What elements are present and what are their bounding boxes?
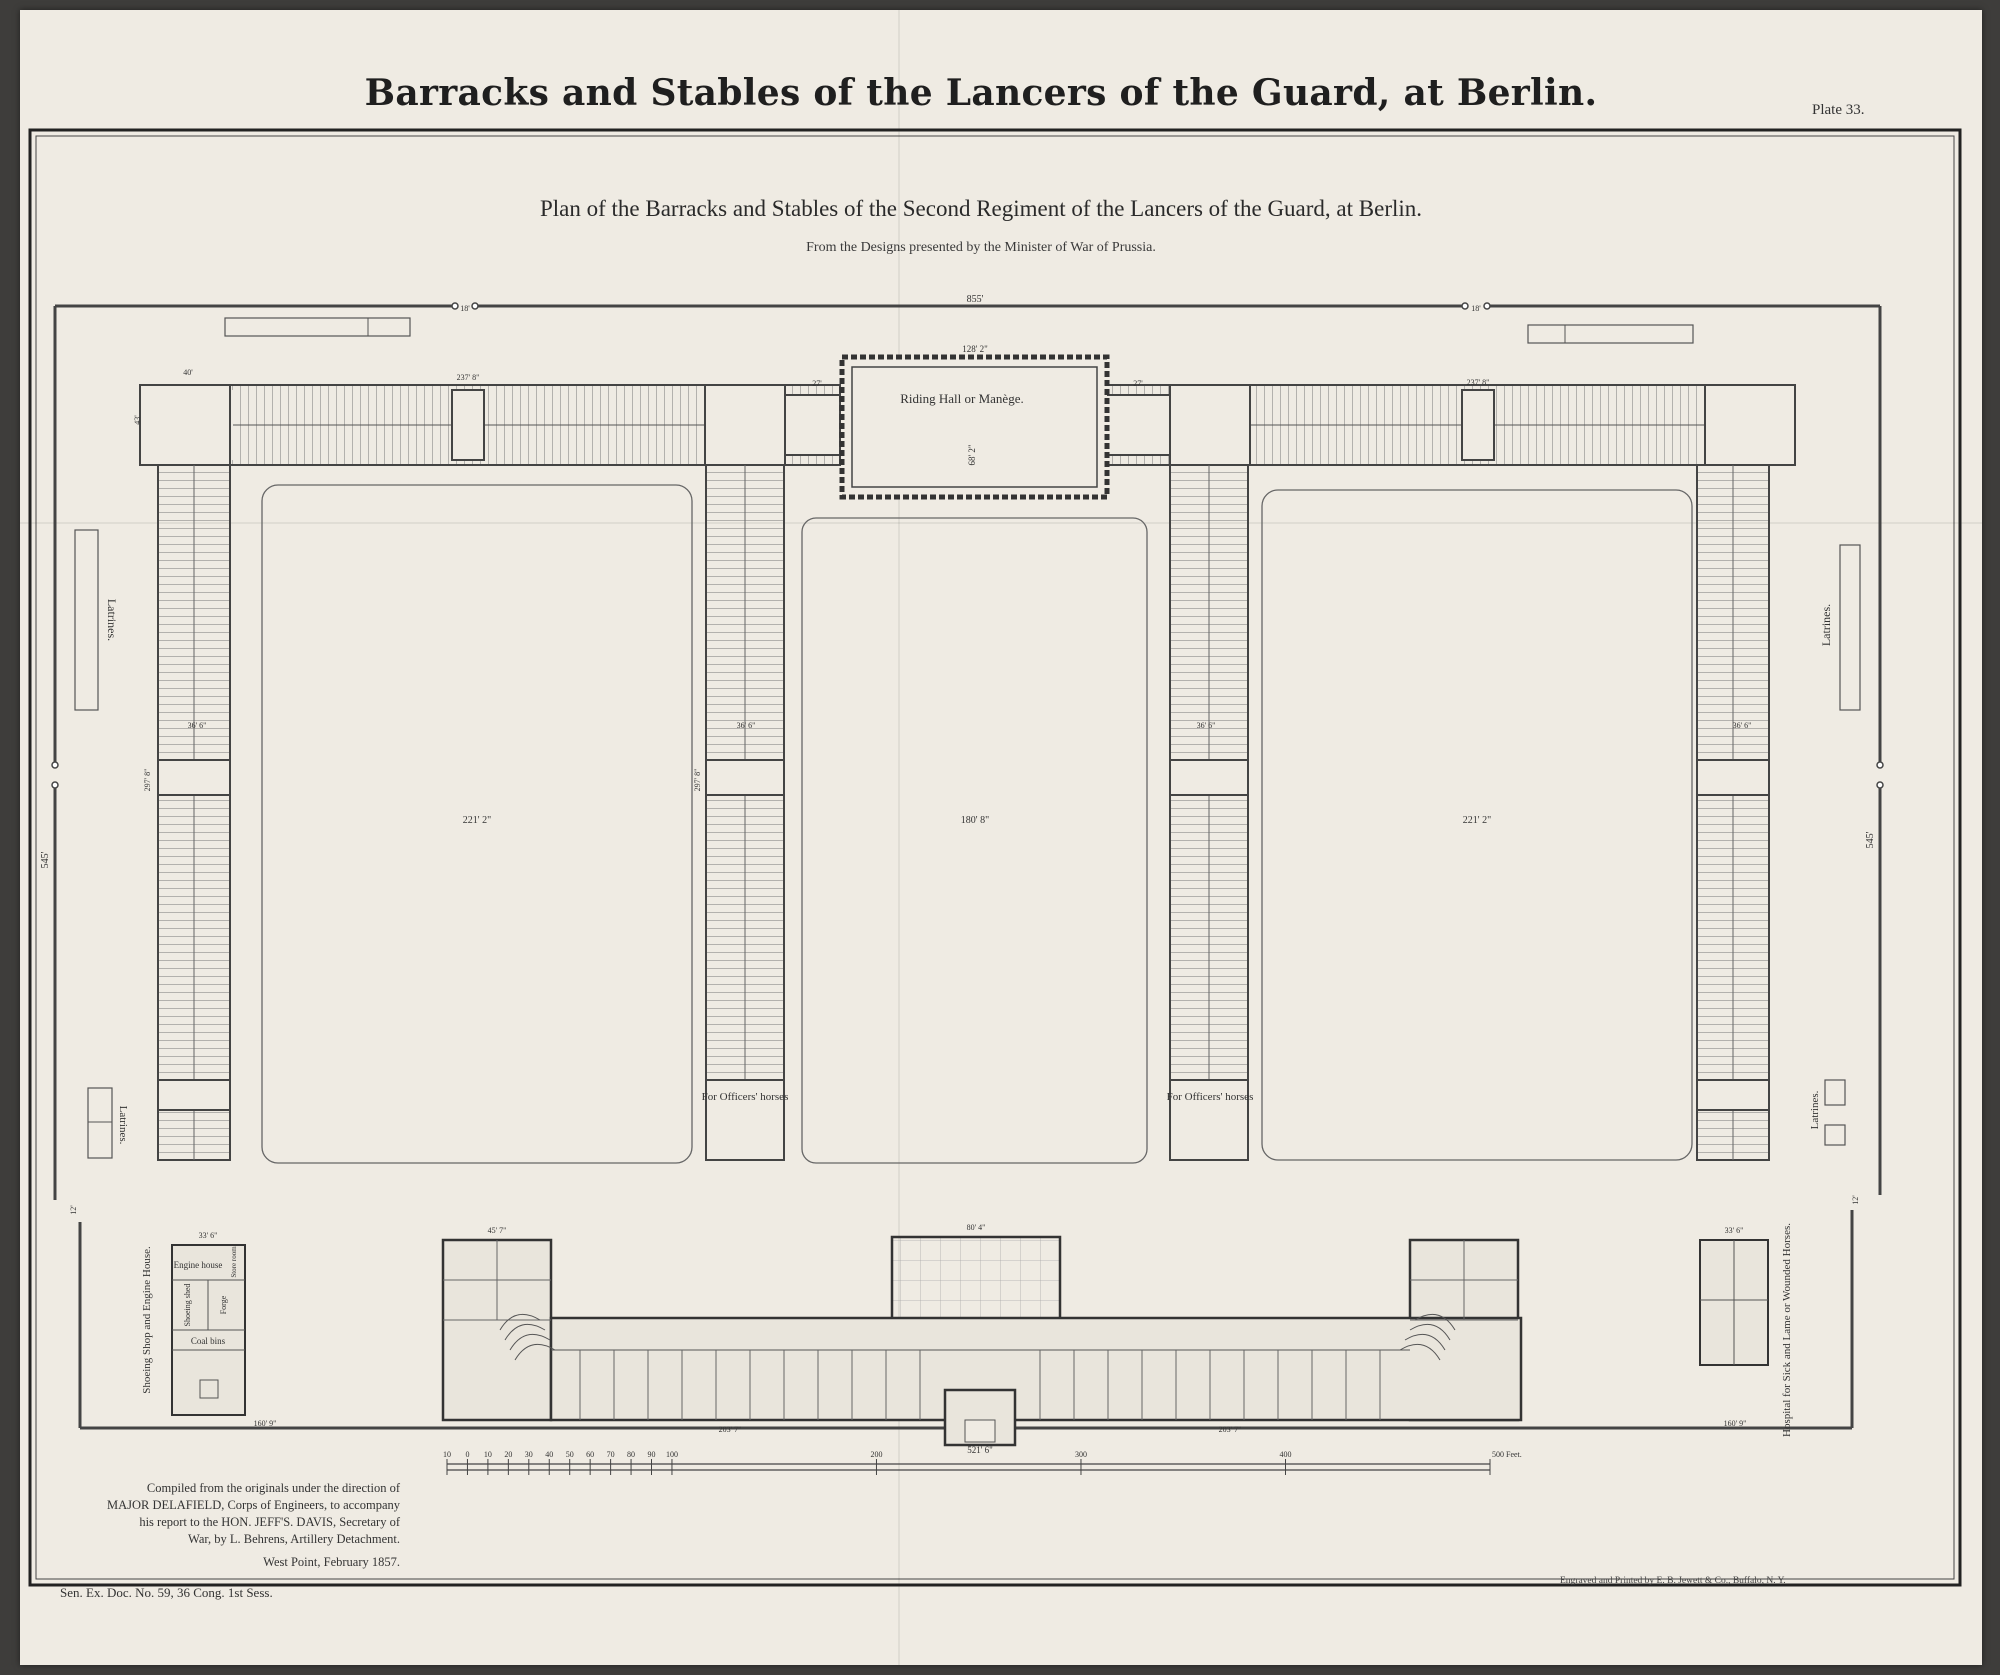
credit-line: his report to the HON. JEFF'S. DAVIS, Secretary of: [139, 1515, 400, 1529]
credit-line: Compiled from the originals under the direction of: [146, 1481, 400, 1495]
scale-tick-label: 0: [465, 1450, 470, 1459]
barracks-front-dim: 521' 6": [967, 1445, 993, 1455]
scale-tick-label: 50: [565, 1450, 574, 1459]
barracks-building: [443, 1237, 1521, 1445]
latrine-lower-right: [1825, 1080, 1845, 1105]
engine-house-label: Engine house: [173, 1260, 223, 1270]
forge-label: Forge: [219, 1295, 228, 1315]
gate-left-dim: 18': [460, 304, 470, 313]
source-note: From the Designs presented by the Minister of War of Prussia.: [806, 240, 1156, 255]
side-wing-dim-center: 297' 8": [693, 768, 702, 792]
wing-depth-4: 36' 6": [1732, 721, 1752, 730]
riding-hall-label: Riding Hall or Manège.: [900, 391, 1024, 406]
document-reference: Sen. Ex. Doc. No. 59, 36 Cong. 1st Sess.: [60, 1585, 273, 1600]
scale-tick-label: 20: [504, 1450, 513, 1459]
side-depth-right: 545': [1865, 831, 1876, 849]
shoeing-shop-label: Shoeing Shop and Engine House.: [141, 1246, 153, 1394]
connector-right: 27': [1133, 379, 1143, 388]
total-width-dim: 855': [966, 294, 984, 305]
engraver-credit: Engraved and Printed by E. B. Jewett & Co., Buffalo, N. Y.: [1560, 1576, 1786, 1586]
scale-tick-label: 10: [443, 1450, 451, 1459]
plate-number: Plate 33.: [1812, 102, 1865, 118]
courtyard-left-dim: 221' 2": [462, 815, 492, 826]
scale-tick-label: 30: [524, 1450, 533, 1459]
wing-depth-1: 36' 6": [187, 721, 207, 730]
credit-line: MAJOR DELAFIELD, Corps of Engineers, to accompany: [106, 1498, 400, 1512]
scale-tick-label: 300: [1074, 1450, 1087, 1459]
barracks-center-dim: 80' 4": [966, 1223, 986, 1232]
corner-dim: 43': [133, 415, 142, 425]
scale-tick-label: 80: [627, 1450, 636, 1459]
shoeing-width-dim: 33' 6": [198, 1231, 218, 1240]
compiled-credit: [100, 1480, 400, 1571]
outbuilding-top-left: [225, 318, 410, 336]
scale-tick-label: 10: [483, 1450, 492, 1459]
sheet-title: Barracks and Stables of the Lancers of the Guard, at Berlin.: [364, 72, 1598, 114]
side-gate-dim-right: 12': [1851, 1195, 1860, 1205]
courtyard-right-dim: 221' 2": [1462, 815, 1492, 826]
latrines-label-left: Latrines.: [105, 598, 119, 642]
barracks-side-right: 203' 7": [1218, 1425, 1242, 1434]
scale-tick-label: 40: [545, 1450, 554, 1459]
scale-tick-label: 500 Feet.: [1492, 1450, 1522, 1459]
side-wing-dim-left: 297' 8": [143, 768, 152, 792]
scale-tick-label: 70: [606, 1450, 615, 1459]
hospital-label: Hospital for Sick and Lame or Wounded Horses.: [1781, 1223, 1793, 1437]
officers-horses-left: For Officers' horses: [701, 1091, 789, 1103]
latrines-label-right: Latrines.: [1819, 603, 1833, 647]
scale-tick-label: 200: [870, 1450, 883, 1459]
outbuilding-top-right: [1528, 325, 1693, 343]
latrine-right: [1840, 545, 1860, 710]
plan-subtitle: Plan of the Barracks and Stables of the Second Regiment of the Lancers of the Guard, at Berlin.: [539, 196, 1423, 221]
riding-hall: [842, 357, 1107, 497]
stable-length-right: 237' 8": [1466, 378, 1490, 387]
latrine-left: [75, 530, 98, 710]
wing-depth-2: 36' 6": [736, 721, 756, 730]
courtyard-center-dim: 180' 8": [960, 815, 990, 826]
stable-length-left: 237' 8": [456, 373, 480, 382]
bottom-right-dim: 160' 9": [1723, 1419, 1747, 1428]
scale-tick-label: 400: [1279, 1450, 1292, 1459]
latrines-label-lower-right: Latrines.: [1809, 1090, 1821, 1130]
scale-tick-label: 60: [586, 1450, 595, 1459]
side-gate-dim-left: 12': [69, 1205, 78, 1215]
connector-left: 27': [812, 379, 822, 388]
barracks-end-dim: 45' 7": [487, 1226, 507, 1235]
coal-bins-label: Coal bins: [190, 1336, 226, 1346]
riding-hall-depth: 68' 2": [967, 444, 977, 466]
gate-right-dim: 18': [1471, 304, 1481, 313]
store-room-label: Store room: [230, 1246, 238, 1278]
latrines-label-lower-left: Latrines.: [117, 1105, 129, 1145]
side-depth-left: 545': [40, 851, 51, 869]
barracks-side-left: 203' 7": [718, 1425, 742, 1434]
credit-line: War, by L. Behrens, Artillery Detachment.: [188, 1532, 400, 1546]
shoeing-shed-label: Shoeing shed: [183, 1283, 192, 1327]
place-date: West Point, February 1857.: [263, 1555, 400, 1569]
hospital-width-dim: 33' 6": [1724, 1226, 1744, 1235]
latrine-lower-left: [88, 1088, 112, 1158]
scale-tick-label: 100: [665, 1450, 678, 1459]
scale-tick-label: 90: [647, 1450, 656, 1459]
bottom-left-dim: 160' 9": [253, 1419, 277, 1428]
stable-wings: [158, 465, 1769, 1160]
scale-bar: [447, 1464, 1490, 1470]
riding-hall-width: 128' 2": [962, 344, 988, 354]
wing-dim: 40': [183, 368, 193, 377]
wing-depth-3: 36' 6": [1196, 721, 1216, 730]
officers-horses-right: For Officers' horses: [1166, 1091, 1254, 1103]
